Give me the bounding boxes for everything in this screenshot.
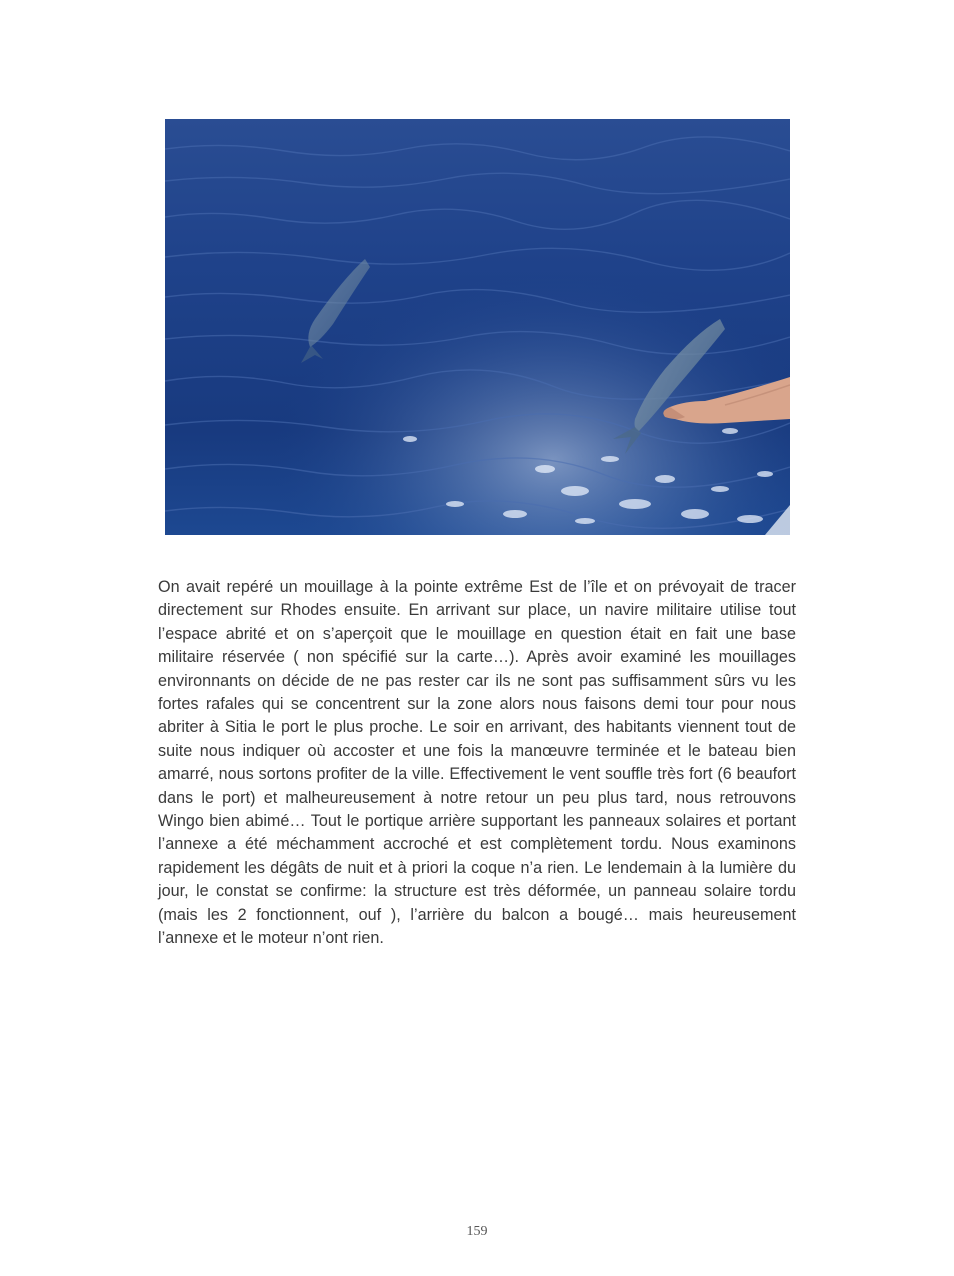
sea-image bbox=[165, 119, 790, 535]
dolphins-photo bbox=[165, 119, 790, 535]
page-number: 159 bbox=[466, 1224, 488, 1239]
body-paragraph: On avait repéré un mouillage à la pointe extrême Est de l’île et on prévoyait de tracer directement sur Rhodes ensuite. En arrivant sur place, un navire militaire utilise tout l’espace abrité et on s’aperçoit que le mouillage en question était en fait une base militaire réservée ( non spécifié sur la carte…). Après avoir examiné les mouillages environnants on décide de ne pas rester car ils ne sont pas suffisamment sûrs vu les fortes rafales qui se concentrent sur la zone alors nous faisons demi tour pour nous abriter à Sitia le port le plus proche. Le soir en arrivant, des habitants viennent tout de suite nous indiquer où accoster et une fois la manœuvre terminée et le bateau bien amarré, nous sortons profiter de la ville. Effectivement le vent souffle très fort (6 beaufort dans le port) et malheureusement à notre retour un peu plus tard, nous retrouvons Wingo bien abimé… Tout le portique arrière supportant les panneaux solaires et portant l’annexe a été méchamment accroché et est complètement tordu. Nous examinons rapidement les dégâts de nuit et à priori la coque n’a rien. Le lendemain à la lumière du jour, le constat se confirme: la structure est très déformée, un panneau solaire tordu (mais les 2 fonctionnent, ouf ), l’arrière du balcon a bougé… mais heureusement l’annexe et le moteur n’ont rien. bbox=[158, 578, 796, 948]
